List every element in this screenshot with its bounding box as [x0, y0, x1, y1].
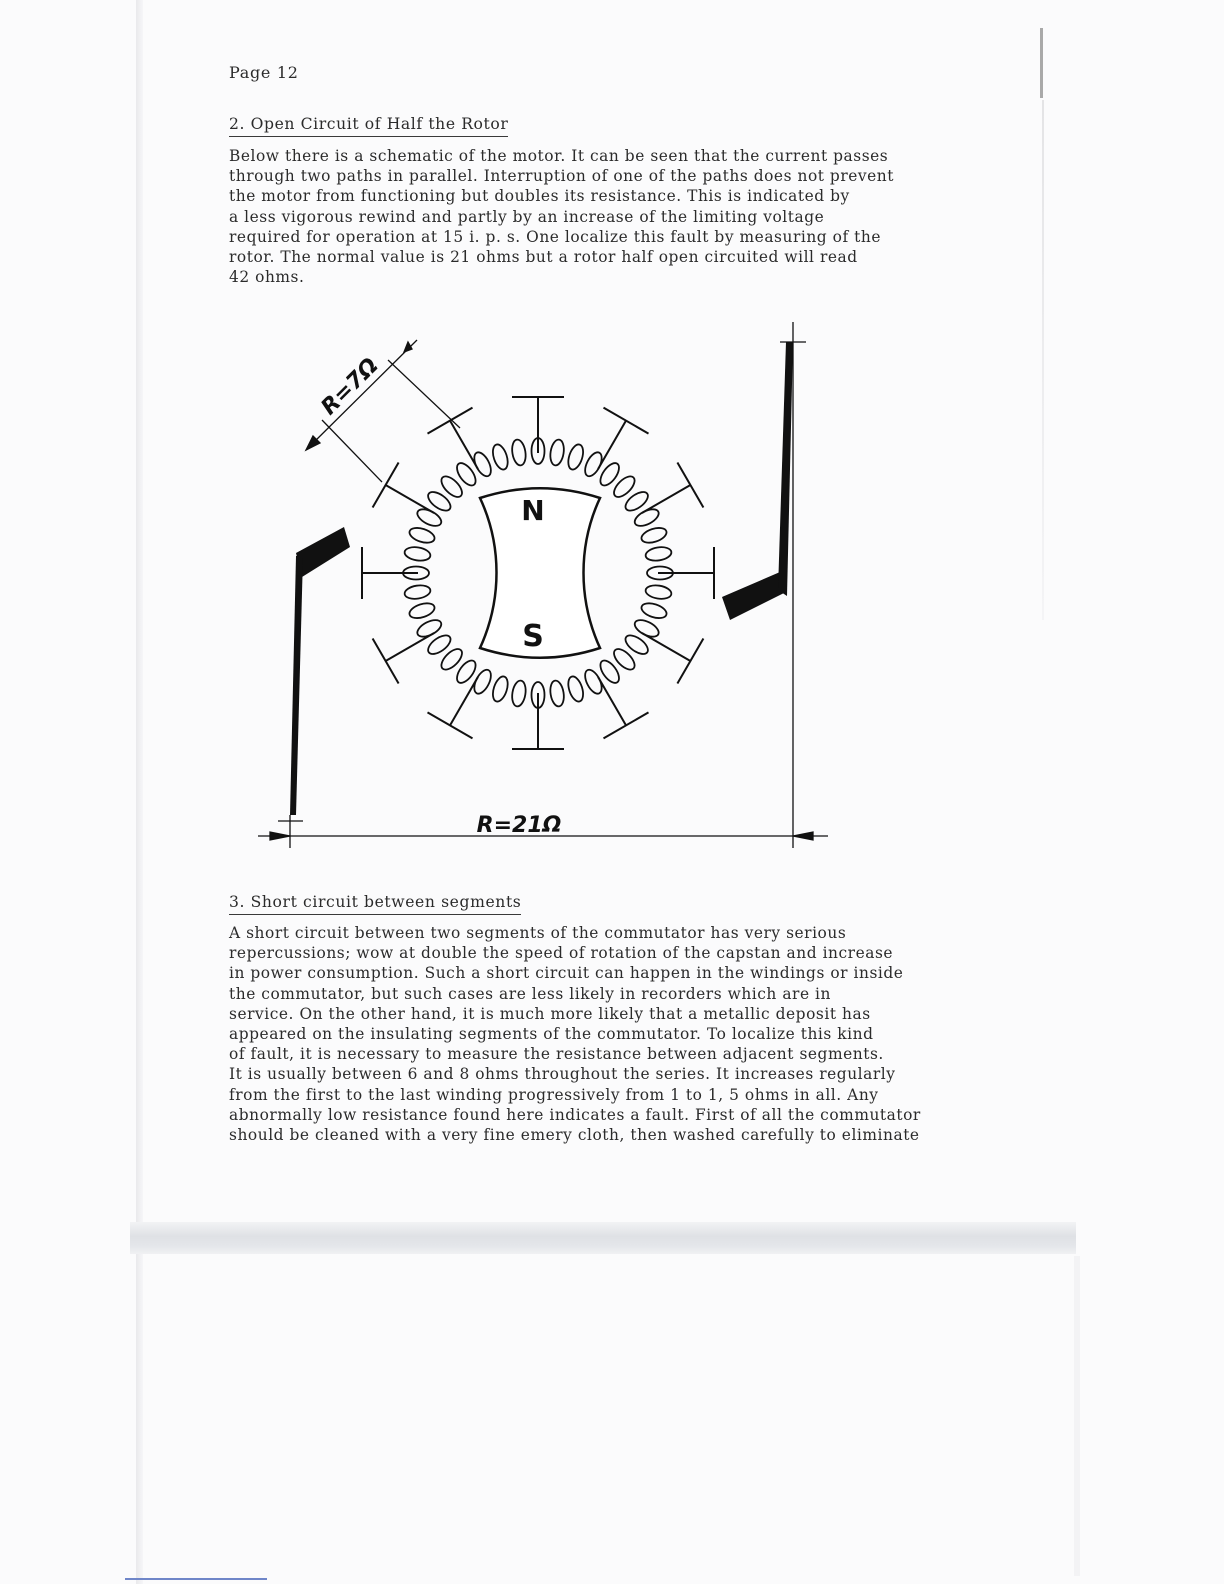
- total-resistance-label: R=21Ω: [476, 813, 562, 838]
- winding-loop: [510, 439, 527, 467]
- paragraph-line: service. On the other hand, it is much more likely that a metallic deposit has: [229, 1004, 871, 1023]
- section-3-paragraph: [229, 923, 921, 1145]
- winding-loop: [645, 584, 673, 601]
- commutator-segment-stem: [450, 421, 478, 470]
- winding-loop: [490, 443, 510, 472]
- commutator-segment-bar: [677, 463, 703, 508]
- paragraph-line: appeared on the insulating segments of the commutator. To localize this kind: [229, 1024, 874, 1043]
- paragraph-line: the motor from functioning but doubles its resistance. This is indicated by: [229, 187, 850, 206]
- commutator-segment-stem: [598, 677, 626, 726]
- winding-loop: [640, 601, 669, 621]
- winding-loop: [566, 675, 586, 704]
- winding-loop: [566, 443, 586, 472]
- paragraph-line: required for operation at 15 i. p. s. One localize this fault by measuring of the: [229, 227, 881, 246]
- winding-loop: [408, 525, 437, 545]
- commutator-segment-bar: [428, 408, 473, 434]
- winding-loop: [490, 675, 510, 704]
- winding-loop: [404, 545, 432, 562]
- winding-loop: [645, 545, 673, 562]
- brush-right: [722, 342, 793, 620]
- pole-north-label: N: [521, 494, 545, 527]
- paragraph-line: through two paths in parallel. Interruption of one of the paths does not prevent: [229, 167, 894, 186]
- commutator-segment-stem: [450, 677, 478, 726]
- pole-south-label: S: [522, 619, 544, 654]
- coil-resistance-label: R=7Ω: [316, 353, 384, 421]
- commutator-segment-bar: [428, 712, 473, 738]
- paragraph-line: a less vigorous rewind and partly by an increase of the limiting voltage: [229, 207, 825, 226]
- page-number: Page 12: [229, 63, 299, 82]
- winding-loop: [510, 680, 527, 708]
- paragraph-line: the commutator, but such cases are less likely in recorders which are in: [229, 984, 831, 1003]
- paragraph-line: It is usually between 6 and 8 ohms throughout the series. It increases regularly: [229, 1065, 896, 1084]
- paragraph-line: rotor. The normal value is 21 ohms but a rotor half open circuited will read: [229, 247, 858, 266]
- paragraph-line: from the first to the last winding progressively from 1 to 1, 5 ohms in all. Any: [229, 1085, 879, 1104]
- commutator-segment-stem: [642, 485, 691, 513]
- winding-loop: [549, 680, 566, 708]
- commutator-segment-stem: [598, 421, 626, 470]
- paragraph-line: Below there is a schematic of the motor. It can be seen that the current passes: [229, 147, 889, 165]
- paragraph-line: abnormally low resistance found here indicates a fault. First of all the commutator: [229, 1105, 921, 1124]
- winding-loop: [408, 601, 437, 621]
- paragraph-line: should be cleaned with a very fine emery cloth, then washed carefully to eliminate: [229, 1125, 920, 1144]
- section-2-heading: 2. Open Circuit of Half the Rotor: [229, 114, 508, 137]
- commutator-segment-bar: [373, 463, 399, 508]
- brush-left: [290, 527, 350, 815]
- winding-loop: [404, 584, 432, 601]
- paragraph-line: in power consumption. Such a short circuit can happen in the windings or inside: [229, 964, 904, 983]
- commutator-segment-stem: [386, 633, 435, 661]
- commutator-segment-bar: [604, 408, 649, 434]
- paragraph-line: 42 ohms.: [229, 268, 305, 287]
- commutator-segment-stem: [386, 485, 435, 513]
- paragraph-line: A short circuit between two segments of the commutator has very serious: [229, 924, 847, 942]
- commutator-segment-stem: [642, 633, 691, 661]
- commutator-segment-bar: [604, 712, 649, 738]
- commutator-segment-bar: [373, 639, 399, 684]
- winding-loop: [640, 525, 669, 545]
- winding-loop: [549, 439, 566, 467]
- paragraph-line: repercussions; wow at double the speed of rotation of the capstan and increase: [229, 944, 894, 963]
- paragraph-line: of fault, it is necessary to measure the resistance between adjacent segments.: [229, 1045, 884, 1064]
- commutator-segment-bar: [677, 639, 703, 684]
- section-3-heading: 3. Short circuit between segments: [229, 892, 521, 915]
